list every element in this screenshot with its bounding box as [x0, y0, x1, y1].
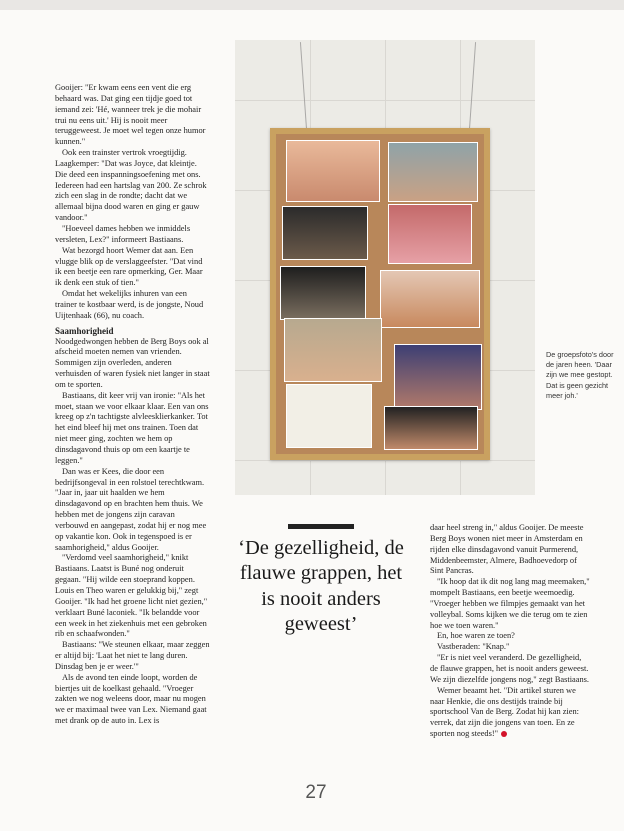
group-photo: [394, 344, 482, 410]
group-photo: [284, 318, 382, 382]
paragraph: [430, 686, 590, 740]
group-photo: [388, 142, 478, 202]
corkboard-frame: [270, 128, 490, 460]
group-photo: [384, 406, 478, 450]
paragraph: "Ik hoop dat ik dit nog lang mag meemaken," mompelt Bastiaans, een beetje weemoedig. "Vroeger hebben we filmpjes gemaakt van het volleybal. Soms kijken we die terug om te zien hoe we toen waren.": [430, 577, 590, 630]
left-column: [55, 83, 210, 727]
paragraph: Wat bezorgd hoort Wemer dat aan. Een vlugge blik op de verslaggeefster. "Dat vind ik een beetje een rare opmerking, Ger. Maar ik denk een stuk of tien.": [55, 245, 203, 288]
paragraph: "Verdomd veel saamhorigheid," knikt Bastiaans. Laatst is Buné nog onderuit gegaan. "Hij wilde een stoeprand koppen. Louis en Theo waren er gelukkig bij," zegt Gooijer. "Ik had het groene licht niet gezien," verklaart Buné laconiek. "Ik belandde voor een week in het ziekenhuis met een gebroken rib en schaafwonden.": [55, 553, 208, 639]
photo-caption: De groepsfoto's door de jaren heen. 'Daar zijn we mee gestopt. Dat is geen gezicht meer joh.': [546, 350, 614, 400]
section-heading: Saamhorigheid: [55, 325, 114, 336]
paragraph: Ook een trainster vertrok vroegtijdig. Laagkemper: "Dat was Joyce, dat kleintje. Die deed een inspanningsoefening met ons. Iedereen had een hartslag van 200. Ze schrok zich een slag in de rondte; dacht dat we allemaal bijna dood waren en ging er gauw vandoor.": [55, 148, 207, 223]
pull-quote: ‘De gezelligheid, de flauwe grappen, het is nooit anders geweest’: [238, 537, 404, 636]
right-column: [430, 523, 590, 740]
paragraph: Dan was er Kees, die door een bedrijfsongeval in een rolstoel terechtkwam. "Jaar in, jaar uit haalden we hem dinsdagavond op en brachten hem thuis. We hebben met de jongens zijn caravan verbouwd en aangepast, zodat hij er nog mee op vakantie kon. Ook in tegenspoed is er saamhorigheid," aldus Gooijer.: [55, 466, 207, 552]
paragraph: Als de avond ten einde loopt, worden de biertjes uit de koelkast gehaald. "Vroeger zakten we nog weleens door, maar nu mogen we er maximaal twee van Lex. Niemand gaat met drank op de auto in. Lex is: [55, 672, 207, 726]
paragraph: Omdat het wekelijks inhuren van een trainer te kostbaar werd, is de jongste, Noud Uijtenhaak (66), nu coach.: [55, 289, 204, 320]
group-photo: [380, 270, 480, 328]
end-mark-icon: [501, 731, 507, 737]
paragraph: Vastberaden: "Knap.": [437, 642, 510, 652]
paragraph-text: Wemer beaamt het. "Dit artikel sturen we naar Henkie, die ons destijds trainde bij sportschool Van de Berg. Zodat hij kan zien: verrek, dat zijn die jongens van toen. En ze sporten nog steeds!": [430, 685, 580, 739]
paragraph: En, hoe waren ze toen?: [437, 631, 515, 641]
paragraph: Noodgedwongen hebben de Berg Boys ook al afscheid moeten nemen van vrienden. Sommigen zijn overleden, anderen verhuisden of waren fysiek niet langer in staat om te sporten.: [55, 336, 210, 389]
page-number: 27: [305, 782, 327, 803]
paragraph: Gooijer: "Er kwam eens een vent die erg behaard was. Dat ging een tijdje goed tot iemand zei: 'Hé, wanneer trek je die mohair trui nu eens uit.' Hij is nooit meer teruggeweest. Je moet wel tegen onze humor kunnen.": [55, 83, 206, 147]
group-photo: [282, 206, 368, 260]
group-photo: [388, 204, 472, 264]
handwritten-note: [286, 384, 372, 448]
paragraph: Bastiaans: "We steunen elkaar, maar zeggen er altijd bij: 'Laat het niet te lang duren. Dinsdag ben je er weer.'": [55, 640, 210, 671]
quote-rule: [288, 524, 354, 529]
group-photo: [286, 140, 380, 202]
top-band: [0, 0, 624, 10]
paragraph: "Hoeveel dames hebben we inmiddels versleten, Lex?" informeert Bastiaans.: [55, 223, 191, 244]
paragraph: "Er is niet veel veranderd. De gezelligheid, de flauwe grappen, het is nooit anders geweest. We zijn diezelfde jongens nog," zegt Bastiaans.: [430, 653, 590, 684]
paragraph: Bastiaans, dit keer vrij van ironie: "Als het moet, staan we voor elkaar klaar. Een van ons kreeg op z'n tachtigste alvleesklierkanker. Tot het eind bleef hij met ons trainen. Toen dat niet meer ging, zochten we hem op dinsdagavond thuis op om een kaartje te leggen.": [55, 390, 209, 465]
group-photo: [280, 266, 366, 320]
paragraph: daar heel streng in," aldus Gooijer. De meeste Berg Boys wonen niet meer in Amsterdam en rijden elke dinsdagavond vanuit Purmerend, Middenbeemster, Almere, Badhoevedorp of Sint Pancras.: [430, 523, 584, 576]
